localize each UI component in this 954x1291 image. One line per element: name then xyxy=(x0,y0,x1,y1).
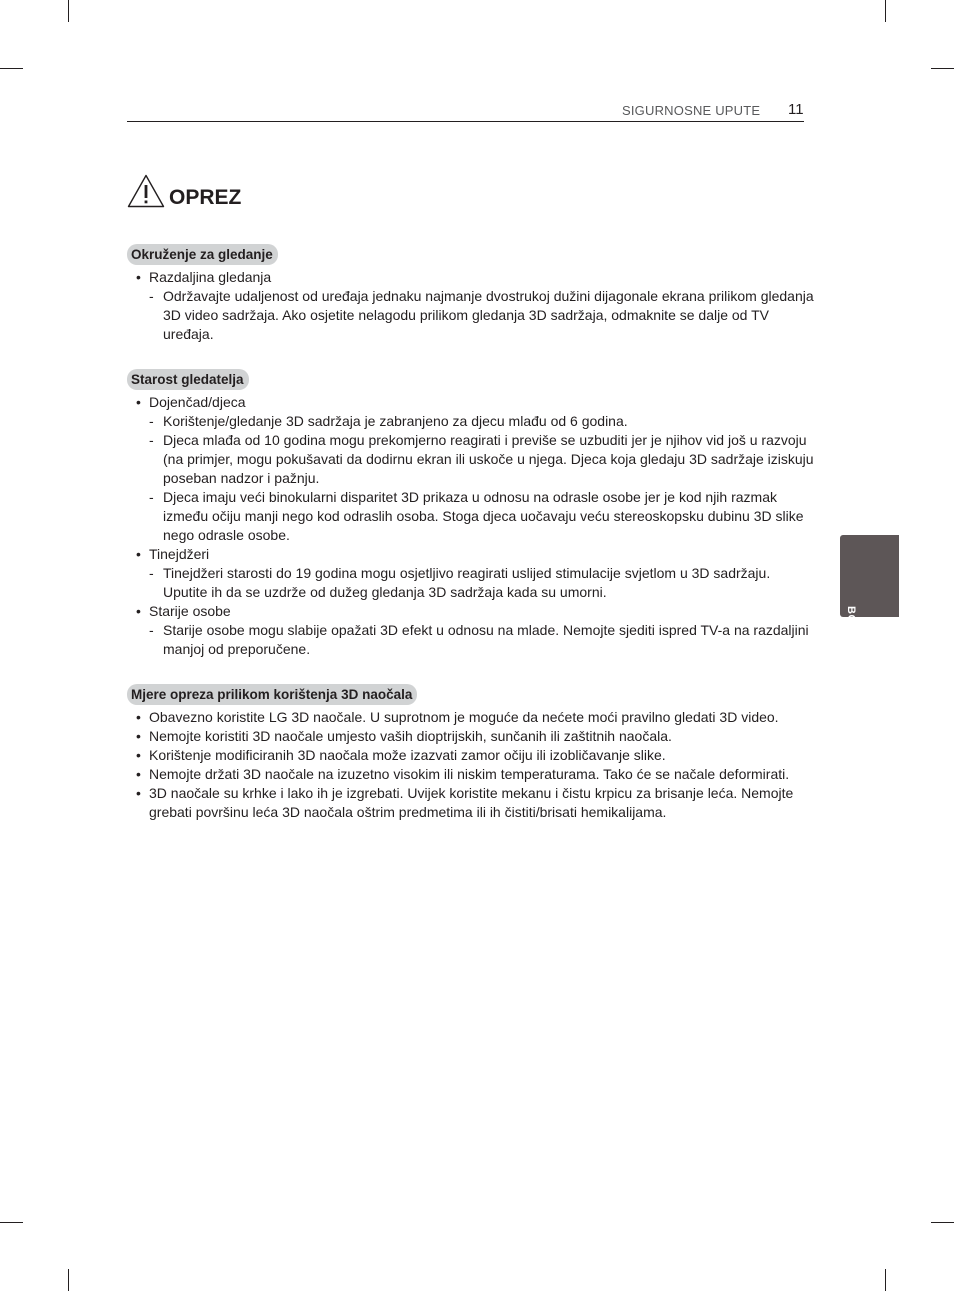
section xyxy=(127,684,817,822)
crop-mark xyxy=(885,0,886,22)
bullet-text: Obavezno koristite LG 3D naočale. U suprotnom je moguće da nećete moći pravilno gledati 3D video. xyxy=(149,709,779,725)
bullet-item xyxy=(127,727,817,746)
section-heading: Mjere opreza prilikom korištenja 3D naočala xyxy=(127,684,417,705)
bullet-text: Starije osobe xyxy=(149,603,231,619)
warning-triangle-icon xyxy=(127,174,165,208)
dash-item: - Djeca imaju veći binokularni disparitet 3D prikaza u odnosu na odrasle osobe jer je kod njih razmak između očiju manji nego kod odraslih osoba. Stoga djeca uočavaju veću stereoskopsku dubinu 3D slike nego odrasle osobe. xyxy=(149,488,817,545)
bullet-text: Tinejdžeri xyxy=(149,546,210,562)
crop-mark xyxy=(68,0,69,22)
bullet-item xyxy=(127,545,817,602)
section xyxy=(127,244,817,344)
bullet-list xyxy=(127,393,817,659)
dash-list xyxy=(149,412,817,545)
bullet-text: Korištenje modificiranih 3D naočala može izazvati zamor očiju ili izobličavanje slike. xyxy=(149,747,666,763)
bullet-list xyxy=(127,708,817,822)
dash-item: - Održavajte udaljenost od uređaja jednaku najmanje dvostrukoj dužini dijagonale ekrana prilikom gledanja 3D video sadržaja. Ako osjetite nelagodu prilikom gledanja 3D sadržaja, odmaknite se dalje od TV uređaja. xyxy=(149,287,817,344)
section xyxy=(127,369,817,659)
bullet-item xyxy=(127,708,817,727)
crop-mark xyxy=(885,1269,886,1291)
bullet-item xyxy=(127,746,817,765)
header-rule xyxy=(127,121,804,122)
bullet-item xyxy=(127,602,817,659)
bullet-text: Dojenčad/djeca xyxy=(149,394,246,410)
crop-mark xyxy=(931,68,954,69)
bullet-item xyxy=(127,268,817,344)
dash-list xyxy=(149,287,817,344)
language-tab-label: BOSANSKI xyxy=(845,606,857,669)
crop-mark xyxy=(0,1222,23,1223)
bullet-text: Nemojte držati 3D naočale na izuzetno visokim ili niskim temperaturama. Tako će se načale deformirati. xyxy=(149,766,790,782)
crop-mark xyxy=(931,1222,954,1223)
crop-mark xyxy=(68,1269,69,1291)
language-tab xyxy=(840,535,899,669)
dash-list xyxy=(149,564,817,602)
dash-list xyxy=(149,621,817,659)
bullet-item xyxy=(127,765,817,784)
bullet-list xyxy=(127,268,817,344)
bullet-text: 3D naočale su krhke i lako ih je izgrebati. Uvijek koristite mekanu i čistu krpicu za brisanje leća. Nemojte grebati površinu leća 3D naočala oštrim predmetima ili ih čistiti/brisati hemikalijama. xyxy=(149,785,794,820)
caution-title: OPREZ xyxy=(169,186,242,209)
dash-item: - Tinejdžeri starosti do 19 godina mogu osjetljivo reagirati uslijed stimulacije svjetlom u 3D sadržaju. Uputite ih da se uzdrže od dužeg gledanja 3D sadržaja kada su umorni. xyxy=(149,564,817,602)
bullet-text: Nemojte koristiti 3D naočale umjesto vaših dioptrijskih, sunčanih ili zaštitnih naočala. xyxy=(149,728,672,744)
crop-mark xyxy=(0,68,23,69)
page-number: 11 xyxy=(788,101,804,118)
section-heading: Okruženje za gledanje xyxy=(127,244,278,265)
bullet-text: Razdaljina gledanja xyxy=(149,269,272,285)
bullet-item xyxy=(127,784,817,822)
bullet-item xyxy=(127,393,817,545)
dash-item: - Korištenje/gledanje 3D sadržaja je zabranjeno za djecu mlađu od 6 godina. xyxy=(149,412,817,431)
header-section-title: SIGURNOSNE UPUTE xyxy=(622,103,761,118)
caution-content xyxy=(127,244,817,822)
section-heading: Starost gledatelja xyxy=(127,369,249,390)
dash-item: - Djeca mlađa od 10 godina mogu prekomjerno reagirati i previše se uzbuditi jer je njihov vid još u razvoju (na primjer, mogu pokušavati da dodirnu ekran ili uskoče u njega. Djeca koja gledaju 3D sadržaje iziskuju poseban nadzor i pažnju. xyxy=(149,431,817,488)
dash-item: - Starije osobe mogu slabije opažati 3D efekt u odnosu na mlade. Nemojte sjediti ispred TV-a na razdaljini manjoj od preporučene. xyxy=(149,621,817,659)
